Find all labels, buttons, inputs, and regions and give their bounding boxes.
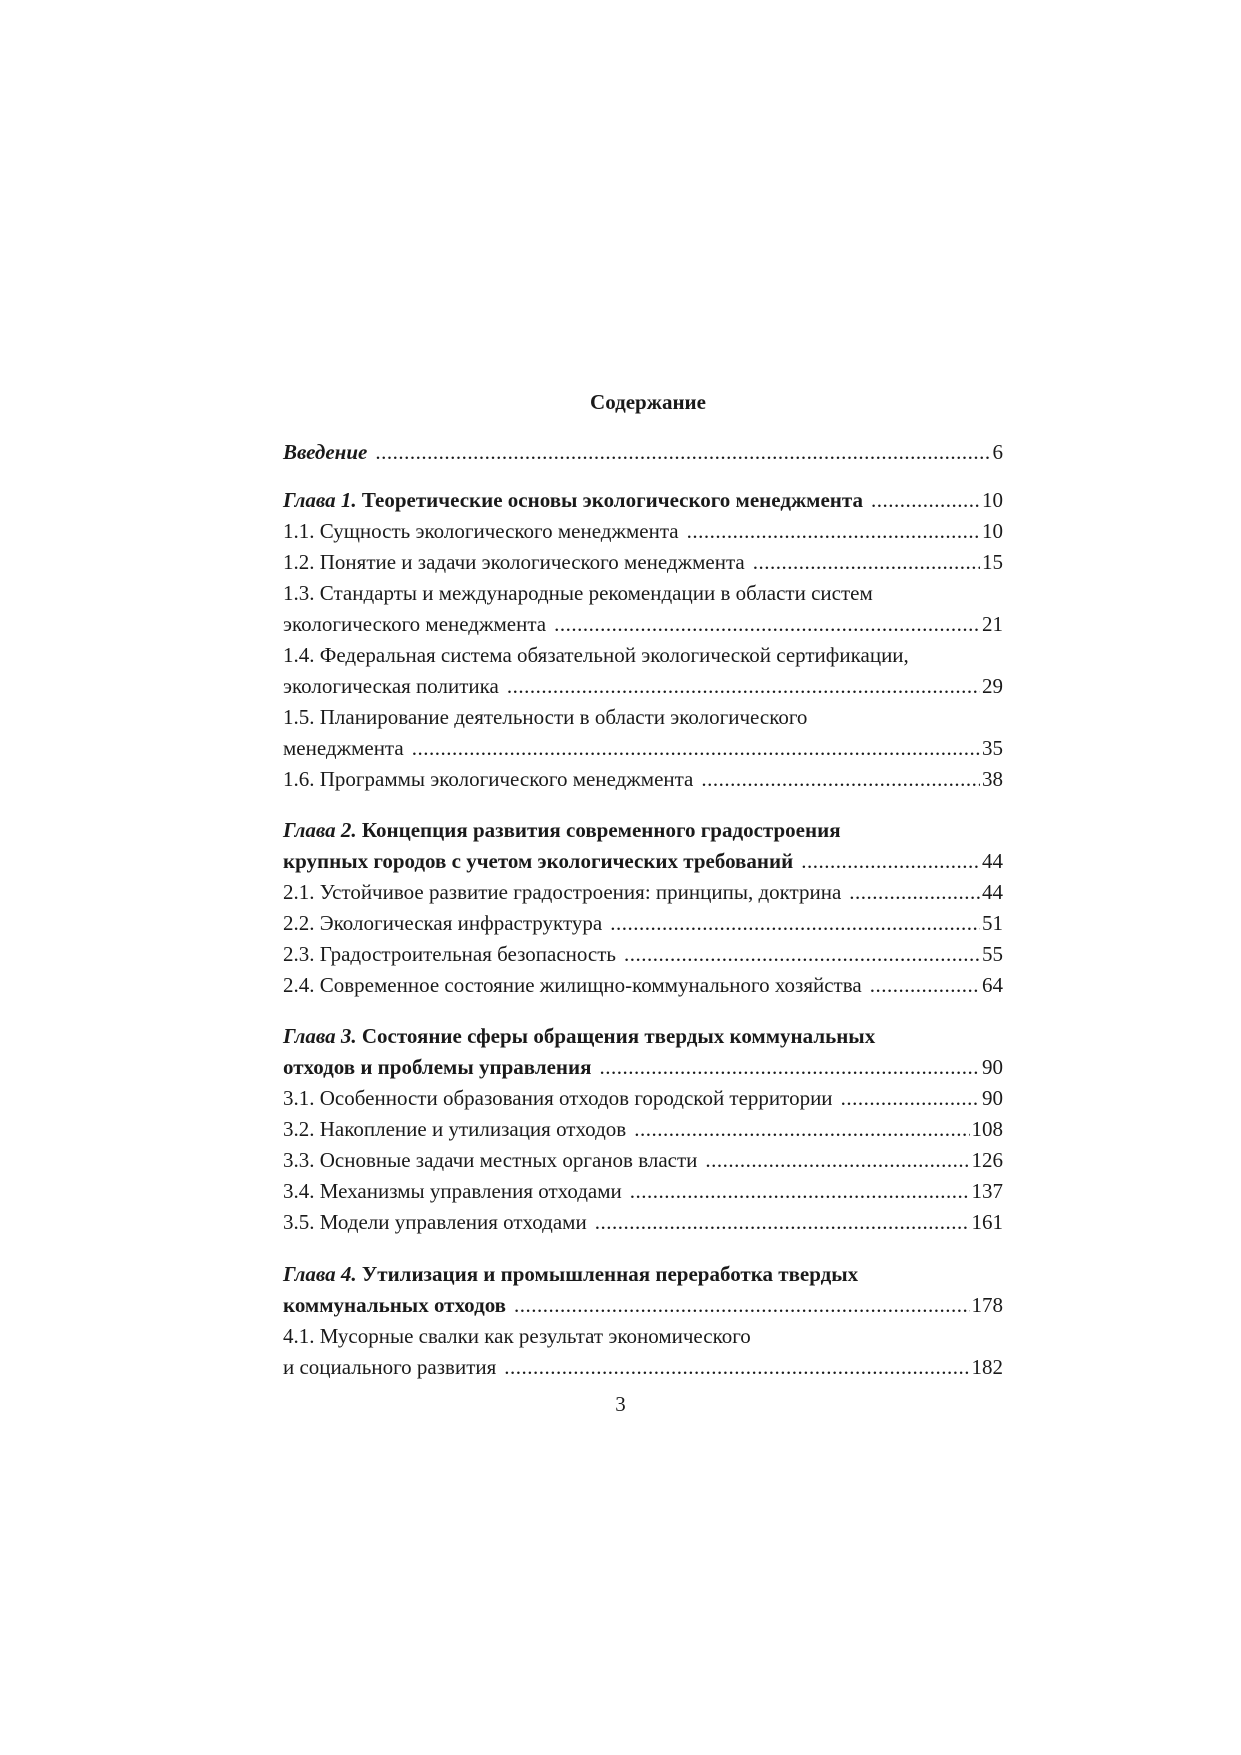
toc-entry-1-5-line1[interactable] xyxy=(283,702,1003,733)
entry-page: 55 xyxy=(982,942,1003,966)
chapter-title-cont: крупных городов с учетом экологических требований xyxy=(283,849,794,873)
dot-leader xyxy=(375,437,990,468)
dot-leader xyxy=(801,846,980,877)
toc-entry-chapter-4-line1[interactable] xyxy=(283,1259,1003,1290)
entry-page: 64 xyxy=(982,973,1003,997)
toc-entry-1-3-line2[interactable] xyxy=(283,609,1003,640)
toc-entry-2-1[interactable] xyxy=(283,877,1003,908)
toc-entry-3-5[interactable] xyxy=(283,1207,1003,1238)
entry-label: 1.5. Планирование деятельности в области экологического xyxy=(283,705,808,729)
chapter-prefix: Глава 1. xyxy=(283,488,357,512)
toc-entry-chapter-4-line2[interactable] xyxy=(283,1290,1003,1321)
dot-leader xyxy=(871,485,980,516)
dot-leader xyxy=(624,939,980,970)
entry-page: 108 xyxy=(971,1117,1003,1141)
page-number: 3 xyxy=(615,1392,626,1416)
toc-entry-3-4[interactable] xyxy=(283,1176,1003,1207)
dot-leader xyxy=(634,1114,969,1145)
toc-entry-1-4-line2[interactable] xyxy=(283,671,1003,702)
entry-label xyxy=(283,1262,858,1286)
dot-leader xyxy=(701,764,980,795)
entry-label: 1.1. Сущность экологического менеджмента xyxy=(283,519,679,543)
entry-page: 6 xyxy=(992,440,1003,464)
dot-leader xyxy=(504,1352,969,1383)
entry-label: 3.2. Накопление и утилизация отходов xyxy=(283,1117,627,1141)
dot-leader xyxy=(514,1290,969,1321)
toc-entry-1-5-line2[interactable] xyxy=(283,733,1003,764)
dot-leader xyxy=(841,1083,980,1114)
entry-label: 4.1. Мусорные свалки как результат экономического xyxy=(283,1324,751,1348)
entry-label: 2.2. Экологическая инфраструктура xyxy=(283,911,603,935)
dot-leader xyxy=(849,877,980,908)
entry-page: 137 xyxy=(971,1179,1003,1203)
chapter-prefix: Глава 4. xyxy=(283,1262,357,1286)
entry-page: 38 xyxy=(982,767,1003,791)
dot-leader xyxy=(753,547,980,578)
chapter-title: Концепция развития современного градостроения xyxy=(361,818,841,842)
entry-label: Введение xyxy=(283,440,368,464)
toc-entry-1-2[interactable] xyxy=(283,547,1003,578)
toc-entry-1-1[interactable] xyxy=(283,516,1003,547)
entry-label: 1.2. Понятие и задачи экологического менеджмента xyxy=(283,550,745,574)
entry-page: 126 xyxy=(971,1148,1003,1172)
entry-page: 29 xyxy=(982,674,1003,698)
entry-label: и социального развития xyxy=(283,1355,497,1379)
toc-entry-1-4-line1[interactable] xyxy=(283,640,1003,671)
entry-label: 3.1. Особенности образования отходов городской территории xyxy=(283,1086,833,1110)
entry-page: 10 xyxy=(982,519,1003,543)
toc-entry-3-2[interactable] xyxy=(283,1114,1003,1145)
entry-page: 10 xyxy=(982,488,1003,512)
entry-page: 21 xyxy=(982,612,1003,636)
chapter-prefix: Глава 2. xyxy=(283,818,357,842)
chapter-title: Состояние сферы обращения твердых коммунальных xyxy=(361,1024,876,1048)
toc-entry-4-1-line2[interactable] xyxy=(283,1352,1003,1383)
dot-leader xyxy=(687,516,980,547)
entry-label: экологического менеджмента xyxy=(283,612,547,636)
toc-title: Содержание xyxy=(590,390,706,414)
entry-page: 161 xyxy=(971,1210,1003,1234)
dot-leader xyxy=(705,1145,969,1176)
toc-entry-chapter-2-line1[interactable] xyxy=(283,815,1003,846)
entry-page: 44 xyxy=(982,849,1003,873)
entry-page: 44 xyxy=(982,880,1003,904)
entry-label xyxy=(283,818,841,842)
dot-leader xyxy=(554,609,980,640)
dot-leader xyxy=(412,733,980,764)
entry-label xyxy=(283,1024,875,1048)
entry-page: 35 xyxy=(982,736,1003,760)
toc-entry-chapter-3-line2[interactable] xyxy=(283,1052,1003,1083)
dot-leader xyxy=(600,1052,981,1083)
toc-entry-2-2[interactable] xyxy=(283,908,1003,939)
entry-label: экологическая политика xyxy=(283,674,499,698)
toc-entry-chapter-3-line1[interactable] xyxy=(283,1021,1003,1052)
dot-leader xyxy=(610,908,980,939)
entry-page: 15 xyxy=(982,550,1003,574)
entry-label: 1.4. Федеральная система обязательной экологической сертификации, xyxy=(283,643,909,667)
toc-entry-1-3-line1[interactable] xyxy=(283,578,1003,609)
entry-page: 182 xyxy=(971,1355,1003,1379)
toc-entry-3-3[interactable] xyxy=(283,1145,1003,1176)
chapter-title-cont: отходов и проблемы управления xyxy=(283,1055,592,1079)
entry-label: 2.3. Градостроительная безопасность xyxy=(283,942,616,966)
entry-page: 51 xyxy=(982,911,1003,935)
chapter-title: Теоретические основы экологического менеджмента xyxy=(361,488,863,512)
entry-page: 90 xyxy=(982,1086,1003,1110)
toc-entry-4-1-line1[interactable] xyxy=(283,1321,1003,1352)
chapter-title-cont: коммунальных отходов xyxy=(283,1293,507,1317)
toc-entry-chapter-1[interactable] xyxy=(283,485,1003,516)
toc-entry-2-4[interactable] xyxy=(283,970,1003,1001)
entry-label: 1.6. Программы экологического менеджмента xyxy=(283,767,694,791)
entry-page: 90 xyxy=(982,1055,1003,1079)
entry-label: 2.4. Современное состояние жилищно-коммунального хозяйства xyxy=(283,973,862,997)
chapter-title: Утилизация и промышленная переработка твердых xyxy=(361,1262,859,1286)
dot-leader xyxy=(507,671,980,702)
entry-label: менеджмента xyxy=(283,736,404,760)
dot-leader xyxy=(595,1207,970,1238)
entry-page: 178 xyxy=(971,1293,1003,1317)
toc-entry-3-1[interactable] xyxy=(283,1083,1003,1114)
toc-entry-1-6[interactable] xyxy=(283,764,1003,795)
dot-leader xyxy=(630,1176,970,1207)
entry-label: 2.1. Устойчивое развитие градостроения: принципы, доктрина xyxy=(283,880,842,904)
entry-label: 3.3. Основные задачи местных органов власти xyxy=(283,1148,698,1172)
entry-label: 1.3. Стандарты и международные рекомендации в области систем xyxy=(283,581,873,605)
entry-label: 3.4. Механизмы управления отходами xyxy=(283,1179,622,1203)
chapter-prefix: Глава 3. xyxy=(283,1024,357,1048)
entry-label: 3.5. Модели управления отходами xyxy=(283,1210,587,1234)
entry-label xyxy=(283,485,863,516)
toc-entry-introduction[interactable] xyxy=(283,437,1003,468)
dot-leader xyxy=(870,970,980,1001)
toc-entry-chapter-2-line2[interactable] xyxy=(283,846,1003,877)
toc-entry-2-3[interactable] xyxy=(283,939,1003,970)
